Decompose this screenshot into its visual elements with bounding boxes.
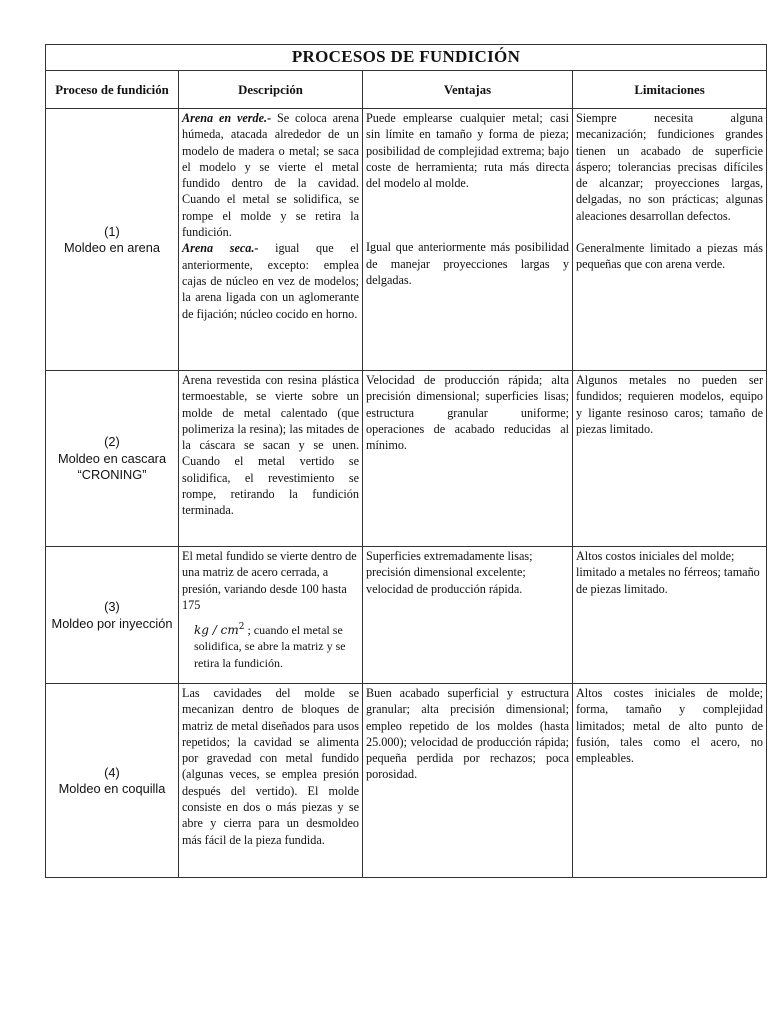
table-row — [46, 371, 767, 547]
limitations-text: Siempre necesita alguna mecanización; fundiciones grandes tienen un acabado de superficie áspero; tolerancias precisas difíciles de alcanzar; proyecciones largas, delgadas, no son prácticas; algunas aleaciones desarrollan defectos. — [576, 111, 764, 223]
header-proceso: Proceso de fundición — [46, 71, 179, 109]
description-cell — [179, 547, 363, 684]
advantages-text: Igual que anteriormente más posibilidad de manejar proyecciones largas y delgadas. — [366, 240, 569, 288]
process-name: Moldeo en cascara “CRONING” — [57, 450, 167, 483]
pressure-unit: kg / cm — [194, 623, 239, 638]
desc-text: Se coloca arena húmeda, atacada alrededor de un modelo de madera o metal; se saca el modelo y se vierte el metal fundido dentro de la cavidad. Cuando el metal se solidifica, se rompe el molde y se retira la fundición. — [182, 111, 359, 240]
limitations-text: Generalmente limitado a piezas más pequeñas que con arena verde. — [576, 241, 764, 272]
processes-table — [45, 44, 767, 878]
process-number: (3) — [104, 599, 120, 614]
description-cell: Arena revestida con resina plástica termoestable, se vierte sobre un molde de metal calentado (que polimeriza la resina); las mitades de la cáscara se sacan y se unen. Cuando el metal vertido se solidifica, el revestimiento se rompe, retirando la fundición terminada. — [179, 371, 363, 547]
advantages-text: Puede emplearse cualquier metal; casi sin límite en tamaño y forma de pieza; posibilidad de complejidad extrema; bajo coste de herramienta; ruta más directa del modelo al molde. — [366, 111, 569, 191]
process-name: Moldeo en coquilla — [58, 781, 166, 796]
process-name: Moldeo en arena — [63, 240, 161, 255]
desc-text: ; cuando el metal se solidifica, se abre la matriz y se retira la fundición. — [194, 623, 346, 670]
limitations-cell: Altos costos iniciales del molde; limitado a metales no férreos; tamaño de piezas limitado. — [573, 547, 767, 684]
limitations-cell: Altos costes iniciales de molde; forma, tamaño y complejidad limitados; metal de alto punto de fusión, tales como el acero, no empleables. — [573, 684, 767, 878]
advantages-cell — [363, 109, 573, 371]
process-number: (2) — [104, 434, 120, 450]
description-cell — [179, 109, 363, 371]
desc-subtitle: Arena en verde.- — [182, 111, 272, 125]
description-cell: Las cavidades del molde se mecanizan dentro de bloques de matriz de metal diseñados para usos repetidos; la cavidad se alimenta por gravedad con metal fundido (algunas veces, se emplea presión después del vertido). El molde consiste en dos o más piezas y se abre y cierra para un desmoldeo más fácil de la pieza fundida. — [179, 684, 363, 878]
advantages-cell: Buen acabado superficial y estructura granular; alta precisión dimensional; empleo repetido de los moldes (hasta 25.000); velocidad de producción rápida; pequeña perdida por rechazos; poca porosidad. — [363, 684, 573, 878]
process-name: Moldeo por inyección — [51, 615, 173, 631]
header-descripcion: Descripción — [179, 71, 363, 109]
desc-subtitle: Arena seca.- — [182, 241, 259, 256]
process-cell — [46, 109, 179, 371]
limitations-cell: Algunos metales no pueden ser fundidos; requieren modelos, equipo y ligante resinoso caros; tamaño de piezas limitado. — [573, 371, 767, 547]
pressure-unit-exponent: 2 — [238, 622, 245, 633]
advantages-cell: Velocidad de producción rápida; alta precisión dimensional; superficies lisas; estructura granular uniforme; operaciones de acabado reducidas al mínimo. — [363, 371, 573, 547]
header-ventajas: Ventajas — [363, 71, 573, 109]
limitations-cell — [573, 109, 767, 371]
desc-text: igual que el anteriormente, excepto: emplea cajas de núcleo en vez de modelos; la arena ligada con un aglomerante de fijación; núcleo cocido en horno. — [182, 241, 359, 321]
process-number: (4) — [104, 764, 120, 780]
header-limitaciones: Limitaciones — [573, 71, 767, 109]
process-number: (1) — [104, 223, 120, 239]
advantages-cell: Superficies extremadamente lisas; precisión dimensional excelente; velocidad de producción rápida. — [363, 547, 573, 684]
process-cell — [46, 547, 179, 684]
table-row — [46, 547, 767, 684]
desc-text: El metal fundido se vierte dentro de una matriz de acero cerrada, a presión, variando desde 100 hasta 175 — [182, 549, 357, 612]
table-title: PROCESOS DE FUNDICIÓN — [46, 45, 767, 71]
process-cell — [46, 684, 179, 878]
table-row — [46, 109, 767, 371]
table-row — [46, 684, 767, 878]
process-cell — [46, 371, 179, 547]
